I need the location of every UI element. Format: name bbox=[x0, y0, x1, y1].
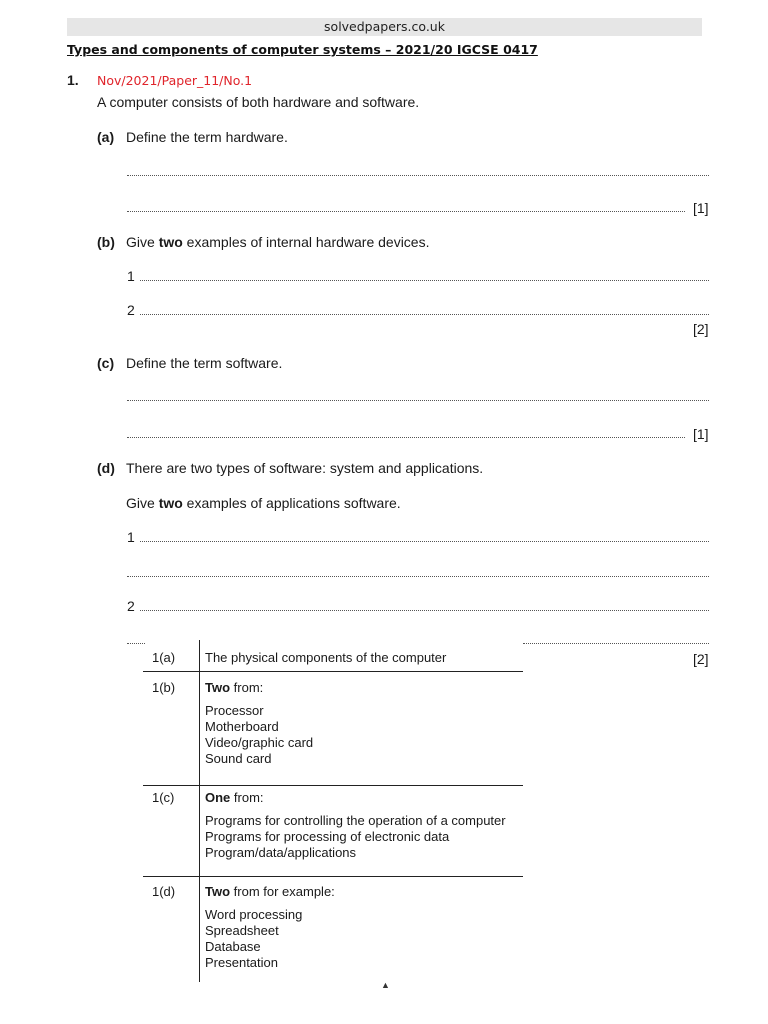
part-c-label: (c) bbox=[97, 355, 115, 371]
ms-answer-1d: Two from for example: Word processing Spreadsheet Database Presentation bbox=[205, 884, 335, 970]
part-d-label: (d) bbox=[97, 460, 115, 476]
part-d-text: There are two types of software: system and applications. bbox=[126, 460, 484, 476]
answer-number: 1 bbox=[127, 268, 135, 284]
marks-b: [2] bbox=[693, 321, 709, 337]
ms-answer-1b: Two from: Processor Motherboard Video/graphic card Sound card bbox=[205, 680, 314, 766]
answer-number: 2 bbox=[127, 302, 135, 318]
caret-icon: ▲ bbox=[381, 980, 390, 990]
row-separator bbox=[143, 671, 523, 672]
question-intro: A computer consists of both hardware and software. bbox=[97, 94, 420, 110]
answer-number: 1 bbox=[127, 529, 135, 545]
question-number: 1. bbox=[67, 72, 79, 88]
answer-line bbox=[140, 541, 709, 542]
ms-answer-1c: One from: Programs for controlling the operation of a computer Programs for processing of electronic data Program/data/applications bbox=[205, 790, 506, 860]
ms-question-1a: 1(a) bbox=[152, 650, 176, 665]
answer-line bbox=[127, 643, 145, 644]
answer-line bbox=[523, 643, 709, 644]
part-b-label: (b) bbox=[97, 234, 115, 250]
answer-line bbox=[127, 175, 709, 176]
part-a-text: Define the term hardware. bbox=[126, 129, 288, 145]
ms-answer-1a: The physical components of the computer bbox=[205, 650, 447, 665]
answer-line bbox=[127, 576, 709, 577]
page-title: Types and components of computer systems – 2021/20 IGCSE 0417 bbox=[67, 42, 538, 57]
question-reference: Nov/2021/Paper_11/No.1 bbox=[97, 73, 253, 88]
row-separator bbox=[143, 876, 523, 877]
row-separator bbox=[143, 785, 523, 786]
part-b-text: Give two examples of internal hardware devices. bbox=[126, 234, 430, 250]
answer-line bbox=[140, 610, 709, 611]
marks-a: [1] bbox=[693, 200, 709, 216]
ms-question-1d: 1(d) bbox=[152, 884, 176, 899]
marks-d: [2] bbox=[693, 651, 709, 667]
answer-line bbox=[127, 211, 685, 212]
site-banner: solvedpapers.co.uk bbox=[67, 18, 702, 36]
answer-line bbox=[127, 437, 685, 438]
ms-question-1c: 1(c) bbox=[152, 790, 175, 805]
answer-line bbox=[140, 314, 709, 315]
answer-line bbox=[127, 400, 709, 401]
table-divider bbox=[199, 640, 200, 982]
part-c-text: Define the term software. bbox=[126, 355, 283, 371]
marks-c: [1] bbox=[693, 426, 709, 442]
answer-number: 2 bbox=[127, 598, 135, 614]
ms-question-1b: 1(b) bbox=[152, 680, 176, 695]
part-d-instruction: Give two examples of applications software. bbox=[126, 495, 401, 511]
answer-line bbox=[140, 280, 709, 281]
part-a-label: (a) bbox=[97, 129, 115, 145]
